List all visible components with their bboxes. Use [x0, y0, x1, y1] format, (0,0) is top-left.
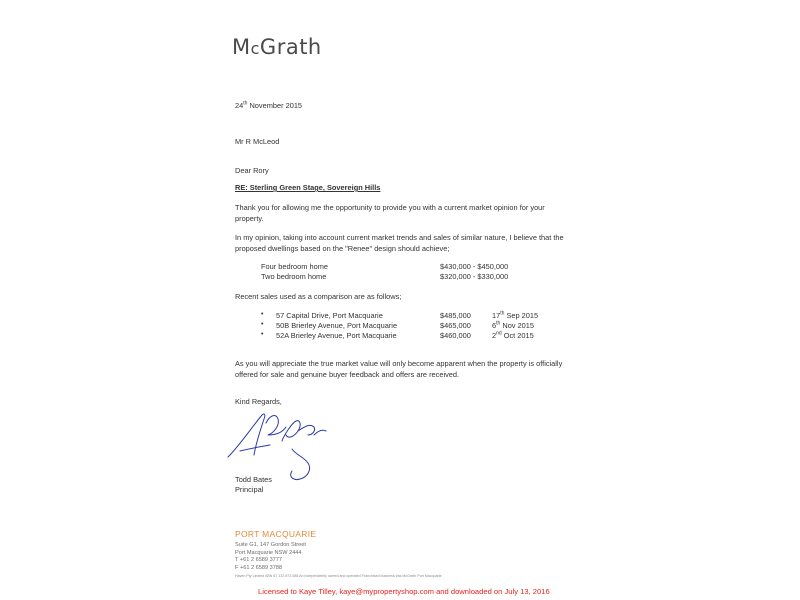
sale-price: $485,000	[440, 311, 471, 320]
bullet-icon: •	[261, 321, 264, 328]
estimate-value: $320,000 - $330,000	[440, 272, 509, 281]
footer-address: Suite G1, 147 Gordon Street Port Macquarie NSW 2444 T +61 2 6589 3777 F +61 2 6589 3788	[235, 542, 306, 571]
bullet-icon: •	[261, 331, 264, 338]
salutation: Dear Rory	[235, 166, 269, 175]
footer-office: PORT MACQUARIE	[235, 529, 317, 539]
estimate-value: $430,000 - $450,000	[440, 262, 509, 271]
sale-date: 17th Sep 2015	[492, 310, 539, 320]
subject-line: RE: Sterling Green Stage, Sovereign Hills	[235, 183, 381, 192]
signer-name: Todd Bates	[235, 475, 272, 484]
sale-address: 57 Capital Drive, Port Macquarie	[276, 311, 383, 320]
signer-title: Principal	[235, 485, 264, 494]
sale-price: $460,000	[440, 331, 471, 340]
sale-date: 2nd Oct 2015	[492, 330, 534, 340]
sale-address: 52A Brierley Avenue, Port Macquarie	[276, 331, 397, 340]
bullet-icon: •	[261, 311, 264, 318]
letter-date: 24th November 2015	[235, 100, 303, 110]
sale-address: 50B Brierley Avenue, Port Macquarie	[276, 321, 398, 330]
recipient: Mr R McLeod	[235, 137, 280, 146]
sales-intro: Recent sales used as a comparison are as follows;	[235, 292, 402, 301]
sale-date: 6th Nov 2015	[492, 320, 534, 330]
company-logo: McGrath	[232, 35, 322, 59]
footer-fine-print: Haven Pty Limited ABN 67 133 873 586 An independently owned and operated Franchised business t/as McGrath Port Macquarie	[235, 574, 442, 578]
sale-price: $465,000	[440, 321, 471, 330]
paragraph-1: Thank you for allowing me the opportunity to provide you with a current market opinion for your property.	[235, 203, 545, 223]
closing: Kind Regards,	[235, 397, 282, 406]
paragraph-3: As you will appreciate the true market value will only become apparent when the property is officially offered for sale and genuine buyer feedback and offers are received.	[235, 359, 563, 379]
paragraph-2: In my opinion, taking into account current market trends and sales of similar nature, I believe that the proposed dwellings based on the "Renee" design should achieve;	[235, 233, 564, 253]
license-notice: Licensed to Kaye Tilley, kaye@mypropertyshop.com and downloaded on July 13, 2016	[258, 587, 550, 596]
estimate-label: Two bedroom home	[261, 272, 327, 281]
estimate-label: Four bedroom home	[261, 262, 328, 271]
